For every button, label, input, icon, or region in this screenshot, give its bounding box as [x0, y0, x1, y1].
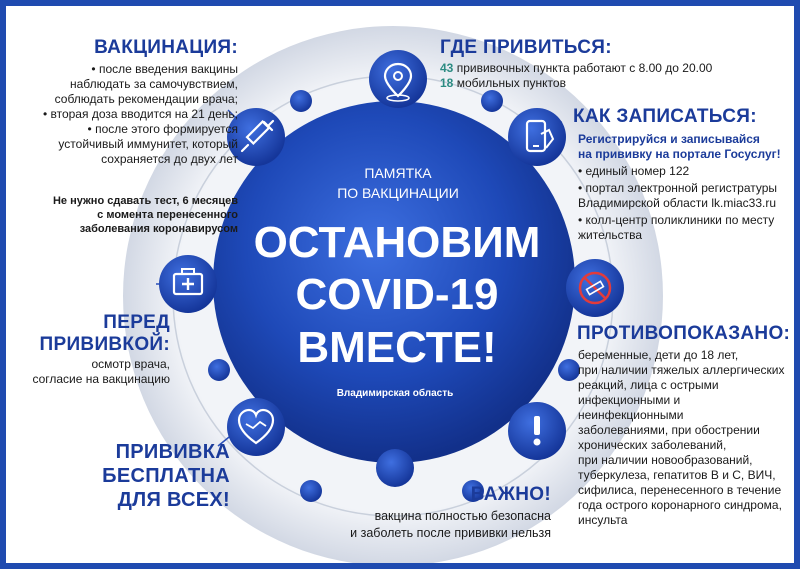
center-subtitle-line2: ПО ВАКЦИНАЦИИ — [337, 185, 459, 201]
small-dot — [300, 480, 322, 502]
free-heading-line3: ДЛЯ ВСЕХ! — [117, 489, 230, 511]
note-line: с момента перенесенного — [97, 209, 238, 221]
free-heading-line1: ПРИВИВКА — [115, 441, 230, 463]
vaccination-text — [0, 62, 238, 167]
important-line: вакцина полностью безопасна — [374, 509, 551, 523]
vaccination-line: • после введения вакцины — [91, 62, 238, 76]
contraindications-heading: ПРОТИВОПОКАЗАНО: — [577, 323, 791, 344]
important-heading: ВАЖНО! — [470, 484, 551, 505]
contra-line: реакций, лица с острыми — [578, 378, 719, 392]
vaccination-line: • после этого формируется — [87, 122, 238, 136]
before-heading-line2: ПРИВИВКОЙ: — [39, 334, 170, 355]
vaccination-line: устойчивый иммунитет, который — [58, 137, 238, 151]
handshake-heart-icon — [227, 398, 285, 456]
free-heading-line2: БЕСПЛАТНА — [102, 465, 230, 487]
note-line: заболевания коронавирусом — [79, 223, 238, 235]
location-pin-icon — [369, 50, 427, 108]
small-dot — [290, 90, 312, 112]
before-line: осмотр врача, — [91, 357, 170, 371]
before-heading — [40, 312, 170, 356]
signup-highlight-line1: Регистрируйся и записывайся — [578, 132, 760, 146]
center-region: Владимирская область — [336, 388, 454, 399]
before-text — [0, 357, 170, 387]
contra-line: хронических заболеваний, — [578, 438, 727, 452]
before-heading-line1: ПЕРЕД — [103, 312, 170, 333]
contra-line: инфекционными и неинфекционными — [578, 393, 684, 422]
contraindications-text — [578, 348, 788, 528]
contra-line: беременные, дети до 18 лет, — [578, 348, 739, 362]
points-text: прививочных пункта работают с 8.00 до 20.00 — [453, 61, 713, 75]
signup-line: Владимирской области lk.miac33.ru — [578, 196, 777, 210]
center-title-line2: COVID-19 — [295, 270, 499, 319]
contra-line: сифилиса, перенесенного в течение — [578, 483, 782, 497]
contra-line: года острого коронарного синдрома, — [578, 498, 782, 512]
signup-line: жительства — [578, 228, 643, 242]
signup-text — [578, 132, 788, 243]
note-line: Не нужно сдавать тест, 6 месяцев — [52, 195, 238, 207]
signup-line: • колл-центр поликлиники по месту — [578, 213, 775, 227]
important-line: и заболеть после прививки нельзя — [350, 526, 551, 540]
signup-line: • портал электронной регистратуры — [578, 181, 778, 195]
contra-line: туберкулеза, гепатитов В и С, ВИЧ, — [578, 468, 776, 482]
where-heading: ГДЕ ПРИВИТЬСЯ: — [440, 37, 612, 58]
contra-line: при наличии новообразований, — [578, 453, 753, 467]
small-dot — [208, 359, 230, 381]
small-dot — [558, 359, 580, 381]
vaccination-line: • вторая доза вводится на 21 день; — [42, 107, 238, 121]
exclamation-icon — [508, 402, 566, 460]
contra-line: инсульта — [578, 513, 628, 527]
points-count: 43 — [440, 61, 454, 75]
small-dot — [481, 90, 503, 112]
important-text — [291, 508, 551, 542]
vaccination-line: сохраняется до двух лет — [101, 152, 238, 166]
contra-line: заболеваниями, при обострении — [578, 423, 760, 437]
signup-line: • единый номер 122 — [578, 164, 690, 178]
where-text — [440, 61, 780, 91]
no-vaccine-icon — [566, 259, 624, 317]
before-line: согласие на вакцинацию — [32, 372, 170, 386]
mobile-count: 18 — [440, 76, 454, 90]
vaccination-line: соблюдать рекомендации врача; — [54, 92, 238, 106]
center-title-line3: ВМЕСТЕ! — [297, 323, 497, 372]
vaccination-line: наблюдать за самочувствием, — [69, 77, 238, 91]
signup-highlight-line2: на прививку на портале Госуслуг! — [578, 147, 781, 161]
medical-kit-icon — [159, 255, 217, 313]
center-title-line1: ОСТАНОВИМ — [253, 218, 541, 267]
center-subtitle-line1: ПАМЯТКА — [364, 165, 432, 181]
smartphone-icon — [508, 108, 566, 166]
contra-line: при наличии тяжелых аллергических — [578, 363, 785, 377]
signup-heading: КАК ЗАПИСАТЬСЯ: — [573, 106, 757, 127]
free-heading — [102, 440, 230, 512]
bottom-dot — [376, 449, 414, 487]
vaccination-heading: ВАКЦИНАЦИЯ: — [94, 37, 238, 58]
vaccination-note — [0, 194, 238, 236]
mobile-text: мобильных пунктов — [453, 76, 566, 90]
